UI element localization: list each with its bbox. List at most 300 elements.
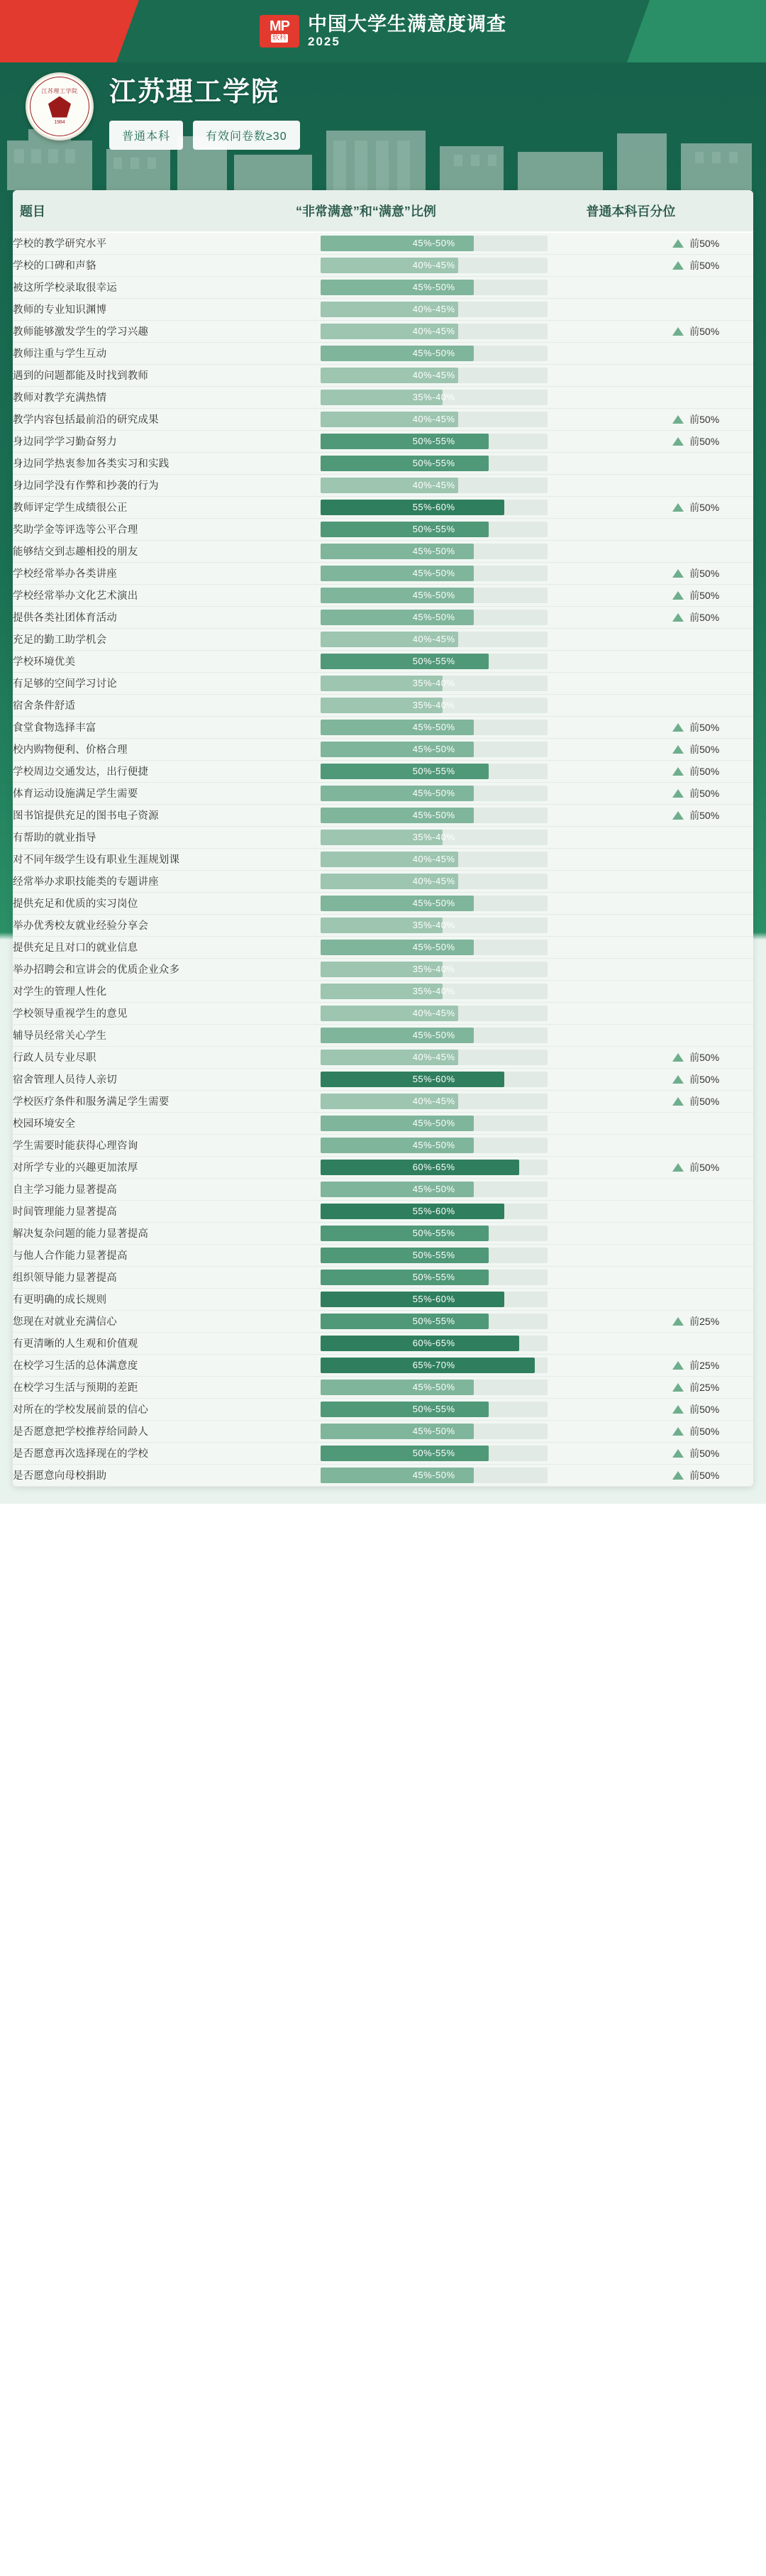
- table-row: [13, 914, 753, 936]
- satisfaction-table: [13, 190, 753, 1487]
- percentile-badge: [613, 1072, 719, 1086]
- triangle-up-icon: [672, 1405, 684, 1414]
- triangle-up-icon: [672, 437, 684, 446]
- row-bar-cell: [289, 518, 579, 540]
- percentile-badge: [613, 236, 719, 251]
- percentile-badge: [613, 1314, 719, 1328]
- satisfaction-bar-track: [321, 1292, 548, 1307]
- row-percentile-cell: [579, 1090, 753, 1112]
- row-item-label: 提供充足和优质的实习岗位: [13, 892, 289, 914]
- percentile-label: 前50%: [689, 501, 720, 513]
- row-percentile-cell: [579, 1288, 753, 1310]
- satisfaction-bar-track: [321, 544, 548, 559]
- row-bar-cell: [289, 452, 579, 474]
- row-item-label: 提供各类社团体育活动: [13, 606, 289, 628]
- row-percentile-cell: [579, 1266, 753, 1288]
- row-bar-cell: [289, 716, 579, 738]
- table-row: [13, 364, 753, 386]
- triangle-up-icon: [672, 261, 684, 270]
- satisfaction-bar-value: 45%-50%: [412, 1184, 455, 1194]
- row-bar-cell: [289, 1046, 579, 1068]
- row-item-label: 对所在的学校发展前景的信心: [13, 1398, 289, 1420]
- row-bar-cell: [289, 1442, 579, 1464]
- column-header-item: 题目: [13, 190, 289, 232]
- satisfaction-bar-value: 45%-50%: [412, 1470, 455, 1480]
- table-row: [13, 892, 753, 914]
- tag-school-type: 普通本科: [109, 121, 183, 150]
- satisfaction-bar-value: 45%-50%: [412, 942, 455, 952]
- satisfaction-bar-value: 55%-60%: [412, 502, 455, 512]
- row-percentile-cell: [579, 518, 753, 540]
- satisfaction-bar-track: [321, 1358, 548, 1373]
- percentile-badge: [613, 920, 719, 928]
- row-bar-cell: [289, 232, 579, 254]
- row-percentile-cell: [579, 1244, 753, 1266]
- percentile-label: 前50%: [689, 237, 720, 249]
- satisfaction-bar-value: 55%-60%: [412, 1294, 455, 1304]
- satisfaction-bar-track: [321, 1226, 548, 1241]
- satisfaction-bar-track: [321, 588, 548, 603]
- row-percentile-cell: [579, 342, 753, 364]
- row-item-label: 经常举办求职技能类的专题讲座: [13, 870, 289, 892]
- row-item-label: 身边同学热衷参加各类实习和实践: [13, 452, 289, 474]
- triangle-up-icon: [672, 327, 684, 336]
- row-item-label: 学校的口碑和声貉: [13, 254, 289, 276]
- row-percentile-cell: [579, 716, 753, 738]
- row-percentile-cell: [579, 496, 753, 518]
- percentile-badge: [613, 1338, 719, 1346]
- row-bar-cell: [289, 958, 579, 980]
- satisfaction-bar-value: 45%-50%: [412, 1118, 455, 1128]
- row-item-label: 遇到的问题都能及时找到教师: [13, 364, 289, 386]
- table-row: [13, 386, 753, 408]
- table-row: [13, 232, 753, 254]
- row-item-label: 教师注重与学生互动: [13, 342, 289, 364]
- row-percentile-cell: [579, 738, 753, 760]
- percentile-badge: [613, 742, 719, 756]
- satisfaction-bar-track: [321, 610, 548, 625]
- row-percentile-cell: [579, 1222, 753, 1244]
- row-bar-cell: [289, 760, 579, 782]
- triangle-up-icon: [672, 1317, 684, 1326]
- row-bar-cell: [289, 892, 579, 914]
- table-row: [13, 980, 753, 1002]
- satisfaction-bar-track: [321, 1182, 548, 1197]
- satisfaction-bar-track: [321, 500, 548, 515]
- row-percentile-cell: [579, 320, 753, 342]
- row-item-label: 图书馆提供充足的图书电子资源: [13, 804, 289, 826]
- satisfaction-bar-value: 65%-70%: [412, 1360, 455, 1370]
- satisfaction-bar-value: 35%-40%: [412, 392, 455, 402]
- satisfaction-bar-track: [321, 896, 548, 911]
- row-bar-cell: [289, 1266, 579, 1288]
- table-row: [13, 1354, 753, 1376]
- table-row: [13, 320, 753, 342]
- row-item-label: 学校医疗条件和服务满足学生需要: [13, 1090, 289, 1112]
- percentile-badge: [613, 1294, 719, 1302]
- satisfaction-bar-track: [321, 302, 548, 317]
- percentile-label: 前50%: [689, 1447, 720, 1459]
- crest-year: 1984: [54, 119, 65, 125]
- satisfaction-bar-track: [321, 676, 548, 691]
- percentile-badge: [613, 634, 719, 642]
- percentile-badge: [613, 1184, 719, 1192]
- row-bar-cell: [289, 1332, 579, 1354]
- triangle-up-icon: [672, 1471, 684, 1480]
- percentile-label: 前50%: [689, 325, 720, 337]
- row-bar-cell: [289, 1156, 579, 1178]
- table-row: [13, 1090, 753, 1112]
- table-row: [13, 628, 753, 650]
- row-bar-cell: [289, 694, 579, 716]
- school-info: [109, 72, 300, 150]
- table-row: [13, 650, 753, 672]
- percentile-label: 前25%: [689, 1359, 720, 1371]
- satisfaction-bar-value: 50%-55%: [412, 1316, 455, 1326]
- percentile-badge: [613, 1206, 719, 1214]
- satisfaction-bar-value: 35%-40%: [412, 700, 455, 710]
- satisfaction-bar-track: [321, 808, 548, 823]
- satisfaction-bar-track: [321, 434, 548, 449]
- row-item-label: 学校领导重视学生的意见: [13, 1002, 289, 1024]
- row-bar-cell: [289, 804, 579, 826]
- table-row: [13, 518, 753, 540]
- row-item-label: 在校学习生活与预期的差距: [13, 1376, 289, 1398]
- percentile-badge: [613, 524, 719, 532]
- satisfaction-bar-value: 45%-50%: [412, 238, 455, 249]
- table-row: [13, 1046, 753, 1068]
- row-item-label: 宿舍管理人员待人亲切: [13, 1068, 289, 1090]
- percentile-badge: [613, 566, 719, 580]
- row-item-label: 教师评定学生成绩很公正: [13, 496, 289, 518]
- percentile-badge: [613, 412, 719, 426]
- percentile-badge: [613, 500, 719, 514]
- percentile-label: 前50%: [689, 1403, 720, 1415]
- percentile-badge: [613, 808, 719, 822]
- percentile-badge: [613, 546, 719, 554]
- percentile-badge: [613, 258, 719, 273]
- row-percentile-cell: [579, 452, 753, 474]
- row-percentile-cell: [579, 474, 753, 496]
- percentile-label: 前50%: [689, 809, 720, 821]
- table-row: [13, 870, 753, 892]
- triangle-up-icon: [672, 1449, 684, 1458]
- row-bar-cell: [289, 1112, 579, 1134]
- satisfaction-bar-value: 40%-45%: [412, 634, 455, 644]
- satisfaction-bar-value: 45%-50%: [412, 546, 455, 556]
- row-bar-cell: [289, 254, 579, 276]
- percentile-badge: [613, 964, 719, 972]
- row-bar-cell: [289, 562, 579, 584]
- row-percentile-cell: [579, 958, 753, 980]
- satisfaction-bar-track: [321, 1138, 548, 1153]
- school-tags: [109, 121, 300, 150]
- percentile-badge: [613, 1272, 719, 1280]
- tag-sample-size: 有效问卷数≥30: [193, 121, 300, 150]
- percentile-badge: [613, 1008, 719, 1016]
- satisfaction-bar-track: [321, 984, 548, 999]
- satisfaction-bar-track: [321, 456, 548, 471]
- row-item-label: 是否愿意再次选择现在的学校: [13, 1442, 289, 1464]
- table-row: [13, 474, 753, 496]
- table-row: [13, 1068, 753, 1090]
- percentile-badge: [613, 434, 719, 448]
- row-percentile-cell: [579, 298, 753, 320]
- satisfaction-bar-track: [321, 390, 548, 405]
- row-percentile-cell: [579, 232, 753, 254]
- row-item-label: 宿舍条件舒适: [13, 694, 289, 716]
- satisfaction-bar-value: 60%-65%: [412, 1162, 455, 1172]
- percentile-label: 前50%: [689, 1425, 720, 1437]
- triangle-up-icon: [672, 1383, 684, 1392]
- row-bar-cell: [289, 826, 579, 848]
- triangle-up-icon: [672, 767, 684, 776]
- table-row: [13, 716, 753, 738]
- satisfaction-bar-value: 40%-45%: [412, 414, 455, 424]
- satisfaction-bar-track: [321, 1160, 548, 1175]
- percentile-badge: [613, 898, 719, 906]
- row-bar-cell: [289, 1464, 579, 1486]
- percentile-badge: [613, 876, 719, 884]
- percentile-label: 前50%: [689, 787, 720, 799]
- table-row: [13, 452, 753, 474]
- percentile-label: 前50%: [689, 259, 720, 271]
- satisfaction-bar-value: 45%-50%: [412, 810, 455, 820]
- satisfaction-bar-track: [321, 236, 548, 251]
- satisfaction-bar-value: 45%-50%: [412, 1030, 455, 1040]
- percentile-badge: [613, 1424, 719, 1438]
- percentile-label: 前50%: [689, 567, 720, 579]
- satisfaction-bar-track: [321, 654, 548, 669]
- row-bar-cell: [289, 936, 579, 958]
- percentile-badge: [613, 1380, 719, 1394]
- row-bar-cell: [289, 782, 579, 804]
- row-bar-cell: [289, 1178, 579, 1200]
- table-row: [13, 848, 753, 870]
- table-body: [13, 232, 753, 1486]
- row-item-label: 奖助学金等评选等公平合理: [13, 518, 289, 540]
- satisfaction-bar-value: 40%-45%: [412, 260, 455, 270]
- row-bar-cell: [289, 848, 579, 870]
- triangle-up-icon: [672, 811, 684, 820]
- triangle-up-icon: [672, 789, 684, 798]
- row-item-label: 对学生的管理人性化: [13, 980, 289, 1002]
- table-row: [13, 1156, 753, 1178]
- row-bar-cell: [289, 1002, 579, 1024]
- percentile-badge: [613, 720, 719, 734]
- table-row: [13, 430, 753, 452]
- row-percentile-cell: [579, 892, 753, 914]
- satisfaction-bar-track: [321, 720, 548, 735]
- school-name: 江苏理工学院: [109, 77, 280, 107]
- table-row: [13, 1288, 753, 1310]
- satisfaction-bar-value: 40%-45%: [412, 854, 455, 864]
- percentile-label: 前50%: [689, 743, 720, 755]
- row-percentile-cell: [579, 804, 753, 826]
- satisfaction-bar-value: 50%-55%: [412, 1228, 455, 1238]
- row-item-label: 举办优秀校友就业经验分享会: [13, 914, 289, 936]
- triangle-up-icon: [672, 1163, 684, 1172]
- satisfaction-bar-track: [321, 368, 548, 383]
- row-bar-cell: [289, 1420, 579, 1442]
- satisfaction-bar-value: 45%-50%: [412, 282, 455, 292]
- row-percentile-cell: [579, 1398, 753, 1420]
- satisfaction-bar-value: 35%-40%: [412, 678, 455, 688]
- satisfaction-bar-value: 45%-50%: [412, 612, 455, 622]
- row-bar-cell: [289, 1398, 579, 1420]
- row-bar-cell: [289, 540, 579, 562]
- table-row: [13, 782, 753, 804]
- row-percentile-cell: [579, 1024, 753, 1046]
- table-row: [13, 1464, 753, 1486]
- triangle-up-icon: [672, 591, 684, 600]
- table-row: [13, 276, 753, 298]
- table-row: [13, 804, 753, 826]
- crest-ring: [30, 77, 89, 136]
- percentile-label: 前50%: [689, 765, 720, 777]
- percentile-label: 前50%: [689, 721, 720, 733]
- table-row: [13, 298, 753, 320]
- percentile-badge: [613, 1228, 719, 1236]
- percentile-badge: [613, 656, 719, 664]
- row-item-label: 学校周边交通发达，出行便捷: [13, 760, 289, 782]
- row-item-label: 学校的教学研究水平: [13, 232, 289, 254]
- row-bar-cell: [289, 628, 579, 650]
- row-percentile-cell: [579, 408, 753, 430]
- row-item-label: 身边同学学习勤奋努力: [13, 430, 289, 452]
- percentile-label: 前25%: [689, 1381, 720, 1393]
- satisfaction-bar-track: [321, 742, 548, 757]
- row-percentile-cell: [579, 1332, 753, 1354]
- triangle-up-icon: [672, 613, 684, 622]
- crest-name: 江苏理工学院: [41, 87, 78, 94]
- table-row: [13, 1442, 753, 1464]
- triangle-up-icon: [672, 503, 684, 512]
- triangle-up-icon: [672, 1097, 684, 1106]
- satisfaction-bar-track: [321, 786, 548, 801]
- logo-bottom-text: 软科: [272, 34, 287, 42]
- row-percentile-cell: [579, 848, 753, 870]
- percentile-badge: [613, 588, 719, 602]
- row-percentile-cell: [579, 1354, 753, 1376]
- table-row: [13, 1024, 753, 1046]
- satisfaction-bar-track: [321, 852, 548, 867]
- percentile-label: 前50%: [689, 1073, 720, 1085]
- row-bar-cell: [289, 738, 579, 760]
- satisfaction-bar-track: [321, 324, 548, 339]
- satisfaction-bar-track: [321, 1424, 548, 1439]
- satisfaction-bar-value: 35%-40%: [412, 986, 455, 996]
- row-item-label: 学生需要时能获得心理咨询: [13, 1134, 289, 1156]
- satisfaction-bar-value: 50%-55%: [412, 436, 455, 446]
- satisfaction-bar-value: 50%-55%: [412, 524, 455, 534]
- satisfaction-bar-value: 40%-45%: [412, 1008, 455, 1018]
- row-item-label: 是否愿意向母校捐助: [13, 1464, 289, 1486]
- row-item-label: 被这所学校录取很幸运: [13, 276, 289, 298]
- percentile-badge: [613, 348, 719, 356]
- row-bar-cell: [289, 672, 579, 694]
- row-bar-cell: [289, 386, 579, 408]
- satisfaction-bar-track: [321, 522, 548, 537]
- percentile-badge: [613, 1160, 719, 1174]
- row-bar-cell: [289, 496, 579, 518]
- satisfaction-bar-value: 45%-50%: [412, 1140, 455, 1150]
- row-bar-cell: [289, 914, 579, 936]
- satisfaction-bar-value: 40%-45%: [412, 370, 455, 380]
- row-bar-cell: [289, 298, 579, 320]
- table-row: [13, 1002, 753, 1024]
- row-bar-cell: [289, 474, 579, 496]
- row-item-label: 校园环境安全: [13, 1112, 289, 1134]
- percentile-label: 前50%: [689, 589, 720, 601]
- row-item-label: 辅导员经常关心学生: [13, 1024, 289, 1046]
- table-row: [13, 826, 753, 848]
- row-percentile-cell: [579, 870, 753, 892]
- logo-top-text: MP: [270, 18, 289, 34]
- satisfaction-bar-value: 45%-50%: [412, 568, 455, 578]
- row-percentile-cell: [579, 540, 753, 562]
- row-item-label: 有更清晰的人生观和价值观: [13, 1332, 289, 1354]
- row-bar-cell: [289, 1288, 579, 1310]
- satisfaction-bar-value: 50%-55%: [412, 1404, 455, 1414]
- survey-title: 中国大学生满意度调查: [308, 13, 506, 35]
- brand-wrap: [260, 13, 506, 49]
- satisfaction-bar-value: 50%-55%: [412, 458, 455, 468]
- satisfaction-bar-track: [321, 346, 548, 361]
- row-item-label: 有帮助的就业指导: [13, 826, 289, 848]
- logo-icon: [260, 15, 299, 48]
- triangle-up-icon: [672, 1427, 684, 1436]
- satisfaction-bar-value: 40%-45%: [412, 326, 455, 336]
- row-bar-cell: [289, 584, 579, 606]
- triangle-up-icon: [672, 745, 684, 754]
- percentile-label: 前50%: [689, 413, 720, 425]
- row-percentile-cell: [579, 364, 753, 386]
- row-item-label: 解决复杂问题的能力显著提高: [13, 1222, 289, 1244]
- row-item-label: 教师能够激发学生的学习兴趣: [13, 320, 289, 342]
- satisfaction-bar-track: [321, 280, 548, 295]
- percentile-badge: [613, 1358, 719, 1372]
- satisfaction-bar-value: 45%-50%: [412, 722, 455, 732]
- satisfaction-bar-value: 45%-50%: [412, 1426, 455, 1436]
- satisfaction-table-card: [13, 190, 753, 1487]
- table-row: [13, 694, 753, 716]
- row-item-label: 有足够的空间学习讨论: [13, 672, 289, 694]
- satisfaction-bar-value: 50%-55%: [412, 1448, 455, 1458]
- row-item-label: 自主学习能力显著提高: [13, 1178, 289, 1200]
- table-row: [13, 760, 753, 782]
- row-item-label: 组织领导能力显著提高: [13, 1266, 289, 1288]
- satisfaction-bar-track: [321, 1094, 548, 1109]
- satisfaction-bar-value: 60%-65%: [412, 1338, 455, 1348]
- table-row: [13, 1178, 753, 1200]
- row-percentile-cell: [579, 254, 753, 276]
- row-bar-cell: [289, 1090, 579, 1112]
- percentile-badge: [613, 370, 719, 378]
- satisfaction-bar-track: [321, 1028, 548, 1043]
- satisfaction-bar-track: [321, 258, 548, 273]
- percentile-badge: [613, 1030, 719, 1038]
- percentile-badge: [613, 1050, 719, 1064]
- table-row: [13, 672, 753, 694]
- satisfaction-bar-value: 50%-55%: [412, 1250, 455, 1260]
- satisfaction-bar-track: [321, 830, 548, 845]
- satisfaction-bar-track: [321, 962, 548, 977]
- percentile-badge: [613, 764, 719, 778]
- satisfaction-bar-track: [321, 1072, 548, 1087]
- table-row: [13, 1376, 753, 1398]
- row-bar-cell: [289, 1222, 579, 1244]
